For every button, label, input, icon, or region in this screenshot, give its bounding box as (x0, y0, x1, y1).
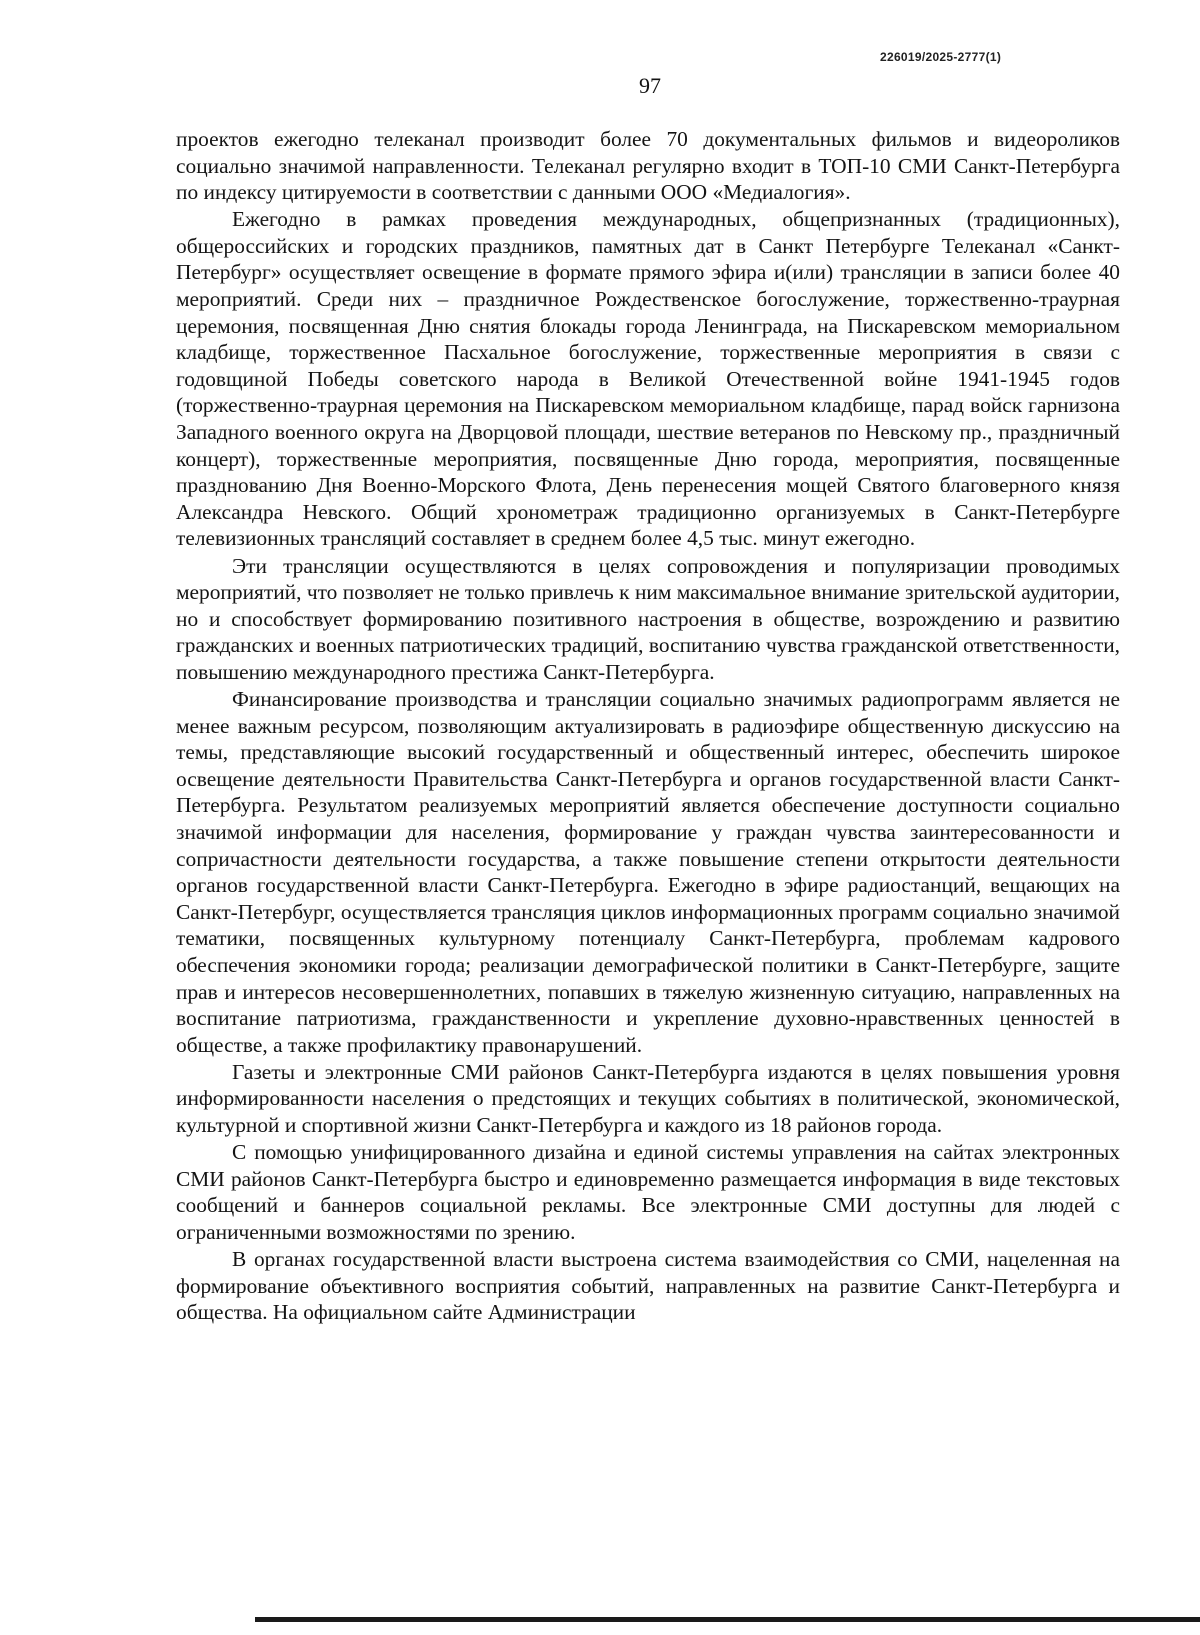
scan-edge-rule (255, 1617, 1200, 1622)
paragraph-1: проектов ежегодно телеканал производит более 70 документальных фильмов и видеороликов социально значимой направленности. Телеканал регулярно входит в ТОП-10 СМИ Санкт-Петербурга по индексу цитируемости в соответствии с данными ООО «Медиалогия». (176, 127, 1120, 205)
page-number: 97 (639, 73, 661, 98)
paragraph-4: Финансирование производства и трансляции социально значимых радиопрограмм является не менее важным ресурсом, позволяющим актуализировать в радиоэфире общественную дискуссию на темы, представляющие высокий государственный и общественный интерес, обеспечить широкое освещение деятельности Правительства Санкт-Петербурга и органов государственной власти Санкт-Петербурга. Результатом реализуемых мероприятий является обеспечение доступности социально значимой информации для населения, формирование у граждан чувства заинтересованности и сопричастности деятельности государства, а также повышение степени открытости деятельности органов государственной власти Санкт-Петербурга. Ежегодно в эфире радиостанций, вещающих на Санкт-Петербург, осуществляется трансляция циклов информационных программ социально значимой тематики, посвященных культурному потенциалу Санкт-Петербурга, проблемам кадрового обеспечения экономики города; реализации демографической политики в Санкт-Петербурге, защите прав и интересов несовершеннолетних, попавших в тяжелую жизненную ситуацию, направленных на воспитание патриотизма, гражданственности и укрепление духовно-нравственных ценностей в обществе, а также профилактику правонарушений. (176, 686, 1120, 1057)
paragraph-2: Ежегодно в рамках проведения международных, общепризнанных (традиционных), общероссийских и городских праздников, памятных дат в Санкт Петербурге Телеканал «Санкт-Петербург» осуществляет освещение в формате прямого эфира и(или) трансляции в записи более 40 мероприятий. Среди них – праздничное Рождественское богослужение, торжественно-траурная церемония, посвященная Дню снятия блокады города Ленинграда, на Пискаревском мемориальном кладбище, торжественное Пасхальное богослужение, торжественные мероприятия в связи с годовщиной Победы советского народа в Великой Отечественной войне 1941-1945 годов (торжественно-траурная церемония на Пискаревском мемориальном кладбище, парад войск гарнизона Западного военного округа на Дворцовой площади, шествие ветеранов по Невскому пр., праздничный концерт), торжественные мероприятия, посвященные Дню города, мероприятия, посвященные празднованию Дня Военно-Морского Флота, День перенесения мощей Святого благоверного князя Александра Невского. Общий хронометраж традиционно организуемых в Санкт-Петербурге телевизионных трансляций составляет в среднем более 4,5 тыс. минут ежегодно. (176, 207, 1120, 551)
paragraph-6: С помощью унифицированного дизайна и единой системы управления на сайтах электронных СМИ районов Санкт-Петербурга быстро и единовременно размещается информация в виде текстовых сообщений и баннеров социальной рекламы. Все электронные СМИ доступны для людей с ограниченными возможностями по зрению. (176, 1140, 1120, 1244)
document-id: 226019/2025-2777(1) (880, 50, 1002, 64)
document-body (176, 126, 1120, 1326)
paragraph-3: Эти трансляции осуществляются в целях сопровождения и популяризации проводимых мероприятий, что позволяет не только привлечь к ним максимальное внимание зрительской аудитории, но и способствует формированию позитивного настроения в обществе, возрождению и развитию гражданских и военных патриотических традиций, воспитанию чувства гражданской ответственности, повышению международного престижа Санкт-Петербурга. (176, 553, 1120, 684)
paragraph-7: В органах государственной власти выстроена система взаимодействия со СМИ, нацеленная на формирование объективного восприятия событий, направленных на развитие Санкт-Петербурга и общества. На официальном сайте Администрации (176, 1246, 1120, 1325)
paragraph-5: Газеты и электронные СМИ районов Санкт-Петербурга издаются в целях повышения уровня информированности населения о предстоящих и текущих событиях в политической, экономической, культурной и спортивной жизни Санкт-Петербурга и каждого из 18 районов города. (176, 1059, 1120, 1137)
